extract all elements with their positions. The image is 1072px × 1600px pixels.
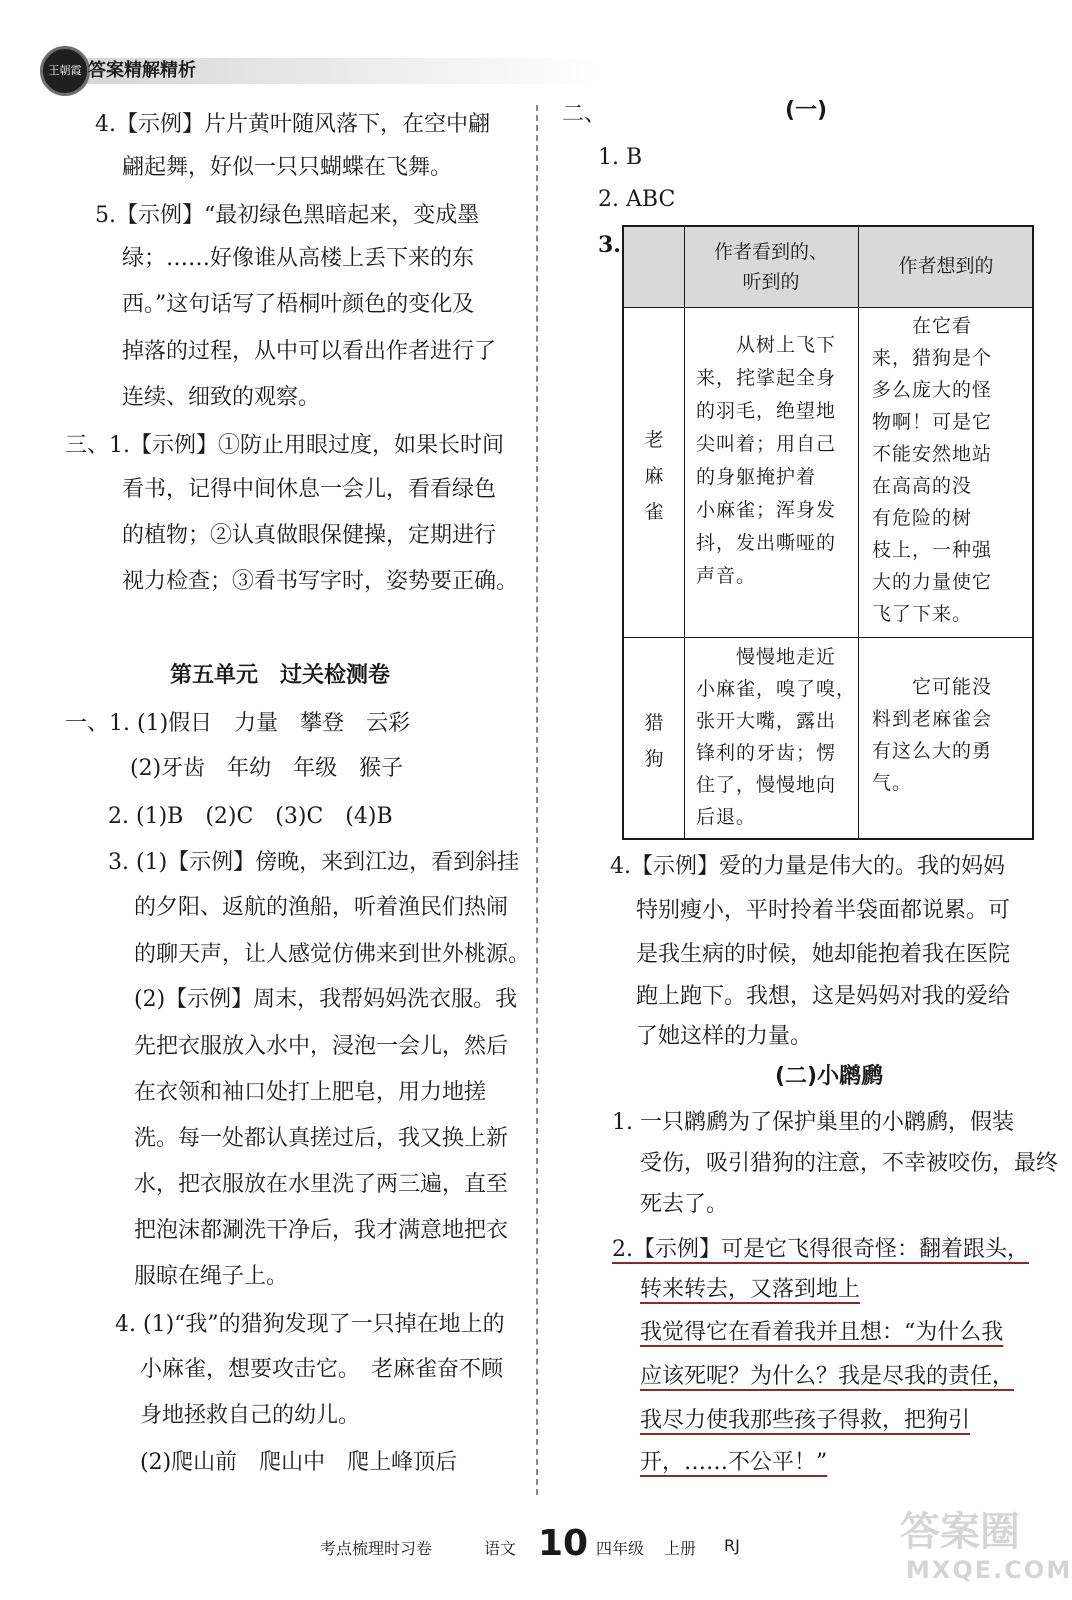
cell-line: 的身躯掩护着: [696, 466, 817, 488]
cell-line: 声音。: [696, 565, 757, 587]
answer-line: 4. (1)“我”的猎狗发现了一只掉在地上的: [115, 1312, 505, 1337]
answer-line: 连续、细致的观察。: [122, 385, 321, 410]
cell-line: 料到老麻雀会: [872, 708, 993, 730]
cell-line: 不能安然地站: [872, 443, 993, 465]
answer-line: 洗。每一处都认真搓过后，我又换上新: [134, 1126, 509, 1151]
page-number: 10: [538, 1523, 589, 1564]
answer-line: 的植物；②认真做眼保健操，定期进行: [122, 523, 497, 548]
answer-line: 4.【示例】片片黄叶随风落下，在空中翩: [95, 112, 490, 137]
watermark: [900, 1500, 1072, 1595]
column-divider: [536, 105, 538, 1495]
table-cell: [872, 310, 992, 630]
cell-line: 物啊！可是它: [872, 411, 993, 433]
cell-line: 慢慢地走近: [696, 646, 837, 668]
row-label: [642, 422, 666, 530]
table-rule: [624, 637, 1032, 638]
answer-line: 的夕阳、返航的渔船，听着渔民们热闹: [134, 895, 509, 920]
cell-line: 住了，慢慢地向: [696, 774, 837, 796]
section-number: 二、: [562, 102, 607, 127]
answer-line: 开，……不公平！”: [640, 1450, 828, 1475]
answer-line: 转来转去，又落到地上: [640, 1277, 861, 1302]
cell-line: 飞了下来。: [872, 603, 973, 625]
answer-line: 跑上跑下。我想，这是妈妈对我的爱给: [636, 984, 1011, 1009]
cell-line: 锋利的牙齿；愣: [696, 742, 837, 764]
answer-table: [622, 225, 1034, 840]
answer-line: 水，把衣服放在水里洗了两三遍，直至: [134, 1172, 509, 1197]
cell-line: 小麻雀，嗅了嗅，: [696, 678, 857, 700]
table-cell: [872, 671, 992, 799]
answer-line: 我觉得它在看着我并且想：“为什么我: [640, 1320, 1004, 1345]
answer-line: (2)【示例】周末，我帮妈妈洗衣服。我: [134, 987, 518, 1012]
answer-line: 1. 一只䴙䴘为了保护巢里的小䴙䴘，假装: [612, 1110, 1014, 1135]
row-label: [642, 705, 666, 777]
footer-volume: 上册: [664, 1539, 697, 1558]
cell-line: 气。: [872, 772, 913, 794]
table-header-cell: [684, 237, 858, 297]
answer-line: 在衣领和袖口处打上肥皂，用力地搓: [134, 1080, 487, 1105]
cell-line: 张开大嘴，露出: [696, 710, 837, 732]
answer-line: 受伤，吸引猎狗的注意，不幸被咬伤，最终: [640, 1151, 1059, 1176]
page-header: [40, 38, 600, 102]
table-rule: [624, 307, 1032, 308]
answer-line: 2. (1)B (2)C (3)C (4)B: [108, 804, 393, 829]
cell-line: 的羽毛，绝望地: [696, 400, 837, 422]
table-cell: [696, 329, 836, 593]
answer-line: 小麻雀，想要攻击它。 老麻雀奋不顾: [140, 1357, 504, 1382]
answer-line: 特别瘦小，平时拎着半袋面都说累。可: [636, 898, 1011, 923]
cell-line: 抖，发出嘶哑的: [696, 532, 837, 554]
table-header-cell: 作者想到的: [898, 255, 994, 277]
cell-line: 在它看: [872, 315, 973, 337]
answer-line: 掉落的过程，从中可以看出作者进行了: [122, 339, 497, 364]
answer-line: 1. B: [598, 145, 643, 170]
footer-grade: 四年级: [596, 1539, 645, 1558]
footer-edition: RJ: [724, 1536, 740, 1555]
answer-line: 翩起舞，好似一只只蝴蝶在飞舞。: [122, 155, 453, 180]
cell-line: 它可能没: [872, 676, 993, 698]
answer-line: 了她这样的力量。: [636, 1024, 813, 1049]
footer-book-title: 考点梳理时习卷: [320, 1539, 433, 1558]
label-char: 狗: [644, 748, 664, 770]
header-line: 听到的: [742, 271, 800, 293]
page-footer: [0, 1522, 1055, 1572]
table-cell: [696, 641, 856, 833]
answer-line: 身地拯救自己的幼儿。: [140, 1403, 361, 1428]
watermark-url: MXQE.COM: [906, 1556, 1072, 1584]
cell-line: 小麻雀；浑身发: [696, 499, 837, 521]
answer-line: 三、1.【示例】①防止用眼过度，如果长时间: [65, 433, 504, 458]
answer-line: 把泡沫都涮洗干净后，我才满意地把衣: [134, 1218, 509, 1243]
header-title: 答案精解精析: [88, 60, 196, 81]
answer-line: 的聊天声，让人感觉仿佛来到世外桃源。: [134, 942, 531, 967]
answer-line: 3. (1)【示例】傍晚，来到江边，看到斜挂: [108, 850, 520, 875]
answer-line: 死去了。: [640, 1192, 729, 1217]
answer-line: 是我生病的时候，她却能抱着我在医院: [636, 942, 1011, 967]
answer-line: 应该死呢？为什么？我是尽我的责任，: [640, 1364, 1015, 1389]
cell-line: 有这么大的勇: [872, 740, 993, 762]
cell-line: 在高高的没: [872, 475, 973, 497]
answer-line: 先把衣服放入水中，浸泡一会儿，然后: [134, 1034, 509, 1059]
answer-line: 2. ABC: [598, 187, 676, 212]
answer-line: 看书，记得中间休息一会儿，看看绿色: [122, 477, 497, 502]
table-rule: [684, 227, 685, 838]
cell-line: 来，挓挲起全身: [696, 367, 837, 389]
part-title: (一): [785, 98, 828, 123]
cell-line: 尖叫着；用自己: [696, 433, 837, 455]
label-char: 老: [644, 429, 664, 451]
answer-line: (2)牙齿 年幼 年级 猴子: [130, 756, 404, 781]
cell-line: 枝上，一种强: [872, 539, 993, 561]
answer-line: 5.【示例】“最初绿色黑暗起来，变成墨: [95, 203, 480, 228]
answer-line: 服晾在绳子上。: [134, 1264, 289, 1289]
cell-line: 有危险的树: [872, 507, 973, 529]
label-char: 麻: [644, 465, 664, 487]
answer-line: 4.【示例】爱的力量是伟大的。我的妈妈: [610, 854, 1005, 879]
answer-number: 3.: [598, 232, 621, 258]
cell-line: 从树上飞下: [696, 334, 837, 356]
header-line: 作者看到的、: [713, 241, 828, 263]
cell-line: 多么庞大的怪: [872, 379, 993, 401]
label-char: 猎: [644, 712, 664, 734]
label-char: 雀: [644, 501, 664, 523]
answer-line: 绿；……好像谁从高楼上丢下来的东: [122, 246, 475, 271]
footer-subject: 语文: [484, 1539, 517, 1558]
answer-line: 西。”这句话写了梧桐叶颜色的变化及: [122, 292, 475, 317]
answer-line: (2)爬山前 爬山中 爬上峰顶后: [140, 1450, 458, 1475]
watermark-text: 答案圈: [900, 1509, 1020, 1555]
part-title: (二)小䴙䴘: [775, 1064, 884, 1089]
cell-line: 后退。: [696, 806, 757, 828]
unit-title: 第五单元 过关检测卷: [170, 663, 391, 688]
answer-line: 一、1. (1)假日 力量 攀登 云彩: [65, 711, 411, 736]
cell-line: 大的力量使它: [872, 571, 993, 593]
answer-line: 2.【示例】可是它飞得很奇怪：翻着跟头，: [612, 1237, 1029, 1262]
publisher-logo-icon: 王朝霞: [40, 46, 90, 96]
cell-line: 来，猎狗是个: [872, 347, 993, 369]
answer-line: 我尽力使我那些孩子得救，把狗引: [640, 1408, 971, 1433]
table-rule: [858, 227, 859, 838]
answer-line: 视力检查；③看书写字时，姿势要正确。: [122, 569, 519, 594]
